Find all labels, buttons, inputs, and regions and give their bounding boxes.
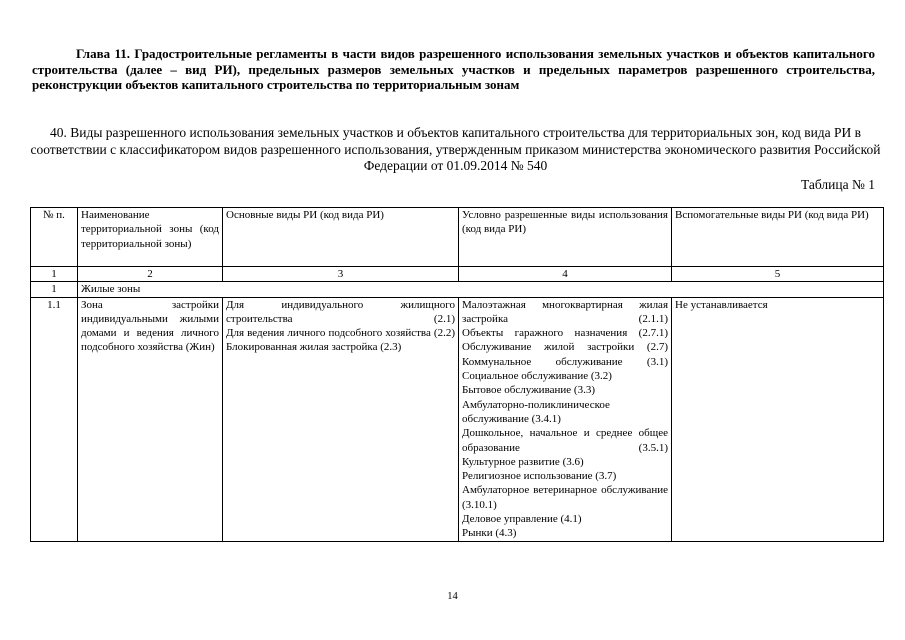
conditional-use-item: Амбулаторное ветеринарное обслуживание (3.10.1) (462, 484, 668, 511)
row-conditional-uses (459, 297, 672, 541)
conditional-use-item: Социальное обслуживание (3.2) (462, 370, 612, 383)
row-main-uses (223, 297, 459, 541)
column-number: 1 (31, 267, 78, 282)
conditional-use-item: Рынки (4.3) (462, 527, 517, 540)
row-num: 1.1 (31, 297, 78, 541)
column-number: 4 (459, 267, 672, 282)
header-num: № п. (31, 208, 78, 267)
section-row-num: 1 (31, 282, 78, 297)
row-zone: Зона застройки индивидуальными жилыми домами и ведения личного подсобного хозяйства (Жин) (78, 297, 223, 541)
conditional-use-item: Коммунальное обслуживание (3.1) (462, 355, 668, 368)
header-main: Основные виды РИ (код вида РИ) (223, 208, 459, 267)
chapter-heading: Глава 11. Градостроительные регламенты в части видов разрешенного использования земельных участков и объектов капитального строительства (далее – вид РИ), предельных размеров земельных участков и предельных параметров разрешенного строительства, реконструкции объектов капитального строительства по территориальным зонам (32, 46, 875, 92)
row-auxiliary-uses: Не устанавливается (672, 297, 884, 541)
column-number: 2 (78, 267, 223, 282)
column-number: 5 (672, 267, 884, 282)
zones-table (30, 207, 884, 542)
header-conditional: Условно разрешенные виды использования (код вида РИ) (459, 208, 672, 267)
page-number: 14 (447, 591, 458, 602)
column-numbers-row (31, 267, 884, 282)
conditional-use-item: Бытовое обслуживание (3.3) (462, 384, 595, 397)
header-auxiliary: Вспомогательные виды РИ (код вида РИ) (672, 208, 884, 267)
conditional-use-item: Обслуживание жилой застройки (2.7) (462, 341, 668, 354)
section-heading: 40. Виды разрешенного использования земельных участков и объектов капитального строительства для территориальных зон, код вида РИ в соответствии с классификатором видов разрешенного использования, утвержденным приказом министерства экономического развития Российской Федерации от 01.09.2014 № 540 (30, 125, 881, 173)
main-use-item: Для индивидуального жилищного строительства (2.1) (226, 298, 455, 325)
conditional-use-item: Культурное развитие (3.6) (462, 455, 584, 468)
conditional-use-item: Деловое управление (4.1) (462, 513, 582, 526)
table-row (31, 297, 884, 541)
conditional-use-item: Религиозное использование (3.7) (462, 470, 617, 483)
conditional-use-item: Дошкольное, начальное и среднее общее образование (3.5.1) (462, 427, 668, 454)
section-row (31, 282, 884, 297)
header-row (31, 208, 884, 267)
conditional-use-item: Малоэтажная многоквартирная жилая застройка (2.1.1) (462, 298, 668, 325)
header-zone: Наименование территориальной зоны (код территориальной зоны) (78, 208, 223, 267)
conditional-use-item: Амбулаторно-поликлиническое обслуживание (3.4.1) (462, 398, 610, 425)
conditional-use-item: Объекты гаражного назначения (2.7.1) (462, 327, 668, 340)
main-use-item: Для ведения личного подсобного хозяйства (2.2) (226, 327, 455, 340)
table-label: Таблица № 1 (801, 177, 875, 192)
main-use-item: Блокированная жилая застройка (2.3) (226, 341, 402, 354)
column-number: 3 (223, 267, 459, 282)
section-row-title: Жилые зоны (78, 282, 884, 297)
